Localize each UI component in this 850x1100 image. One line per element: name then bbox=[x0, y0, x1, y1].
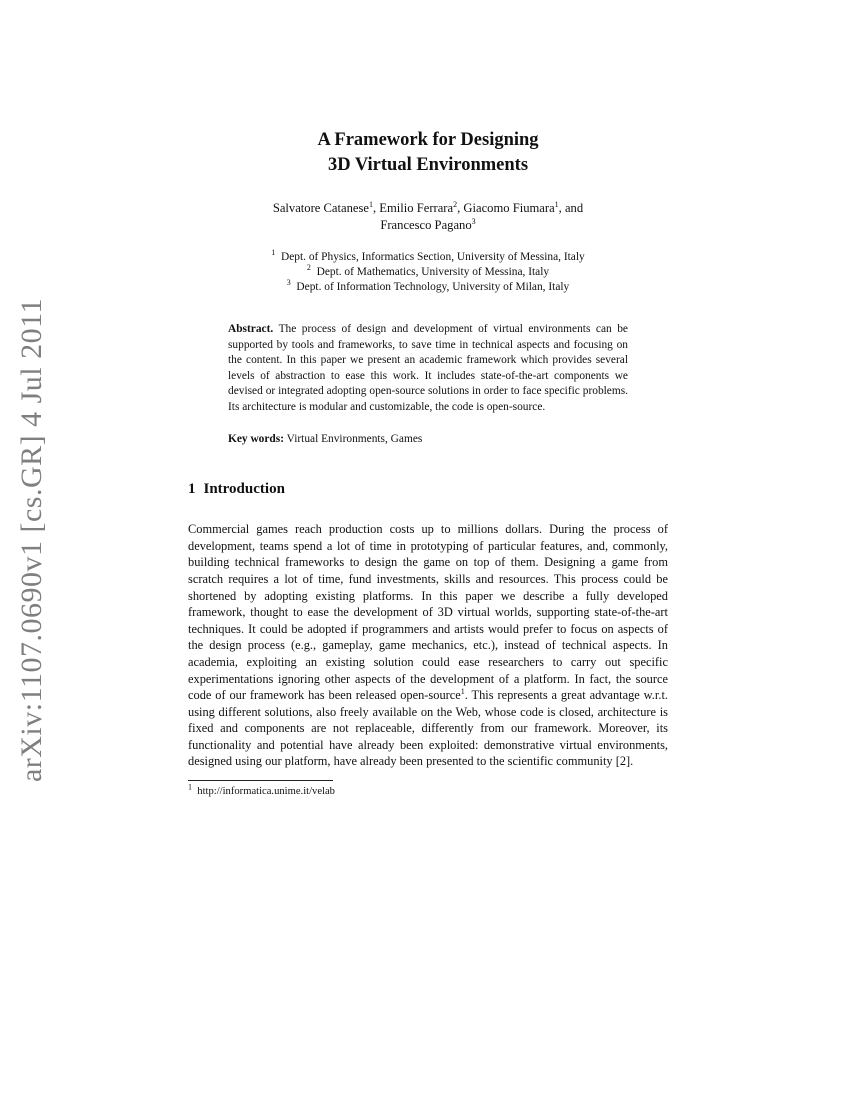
arxiv-identifier-text: arXiv:1107.0690v1 [cs.GR] 4 Jul 2011 bbox=[15, 297, 49, 783]
arxiv-identifier-stamp bbox=[12, 297, 52, 783]
affiliation-text: Dept. of Physics, Informatics Section, University of Messina, Italy bbox=[281, 251, 585, 263]
introduction-text-part2: . This represents a great advantage w.r.t. using different solutions, also freely available on the Web, whose code is closed, architecture is fixed and components are not replaceable, differently from our framework. Moreover, its functionality and potential have already been exploited: demonstrative virtual environments, designed using our platform, have already been presented to the scientific community [2]. bbox=[188, 688, 668, 769]
affiliation-mark: 1 bbox=[271, 248, 276, 258]
affiliation-mark: 3 bbox=[286, 278, 291, 288]
section-title-text: Introduction bbox=[203, 481, 285, 498]
author-separator: , bbox=[457, 201, 464, 215]
footnote-url-link[interactable]: http://informatica.unime.it/velab bbox=[197, 786, 335, 798]
abstract bbox=[228, 322, 628, 416]
keywords-text: Virtual Environments, Games bbox=[286, 432, 423, 445]
author-affil-mark: 1 bbox=[554, 199, 559, 209]
author-separator: , and bbox=[558, 201, 584, 215]
author-affil-mark: 1 bbox=[369, 199, 373, 209]
footnote-mark: 1 bbox=[188, 782, 192, 792]
paper-title-line1: A Framework for Designing bbox=[317, 130, 539, 150]
author-name: Salvatore Catanese bbox=[272, 201, 369, 215]
paper-title bbox=[188, 128, 668, 178]
affiliation-item bbox=[188, 265, 668, 280]
affiliation-text: Dept. of Mathematics, University of Messina, Italy bbox=[316, 266, 550, 278]
author-separator: , bbox=[373, 201, 380, 215]
author-name: Emilio Ferrara bbox=[379, 201, 454, 215]
footnote-reference-mark: 1 bbox=[460, 686, 465, 696]
keywords bbox=[228, 432, 628, 448]
author-list bbox=[188, 200, 668, 234]
section-heading bbox=[188, 479, 668, 499]
affiliation-list bbox=[188, 250, 668, 295]
author-name: Giacomo Fiumara bbox=[463, 201, 555, 215]
abstract-label: Abstract. bbox=[228, 323, 274, 335]
affiliation-item bbox=[188, 280, 668, 295]
affiliation-item bbox=[188, 250, 668, 265]
introduction-paragraph bbox=[188, 521, 668, 770]
affiliation-mark: 2 bbox=[306, 263, 311, 273]
section-number: 1 bbox=[188, 481, 196, 498]
footnote-divider bbox=[188, 780, 333, 781]
footnote bbox=[188, 782, 668, 799]
abstract-text: The process of design and development of virtual environments can be supported by tools and frameworks, to save time in technical aspects and focusing on the content. In this paper we present an academic framework which provides several levels of abstraction to ease this work. It includes state-of-the-art components we devised or integrated adopting open-source solutions in order to face specific problems. Its architecture is modular and customizable, the code is open-source. bbox=[228, 323, 628, 413]
affiliation-text: Dept. of Information Technology, University of Milan, Italy bbox=[296, 281, 570, 293]
introduction-text-part1: Commercial games reach production costs up to millions dollars. During the process of development, teams spend a lot of time in prototyping of particular features, and, commonly, building technical frameworks to design the game on top of them. Designing a game from scratch requires a lot of time, fund investments, skills and resources. This process could be shortened by adopting existing platforms. In this paper we describe a fully developed framework, thought to ease the development of 3D virtual worlds, supporting state-of-the-art techniques. It could be adopted if programmers and artists would prefer to focus on aspects of the design process (e.g., gameplay, game mechanics, etc.), instead of technical aspects. In academia, exploiting an existing solution could ease researchers to carry out specific experimentations ignoring other aspects of the development of a platform. In fact, the source code of our framework has been released open-source bbox=[188, 522, 668, 703]
keywords-label: Key words: bbox=[228, 432, 284, 445]
paper-title-line2: 3D Virtual Environments bbox=[327, 155, 529, 175]
author-affil-mark: 3 bbox=[471, 216, 476, 226]
paper-page bbox=[188, 128, 668, 799]
author-affil-mark: 2 bbox=[453, 199, 458, 209]
author-name: Francesco Pagano bbox=[380, 218, 472, 232]
